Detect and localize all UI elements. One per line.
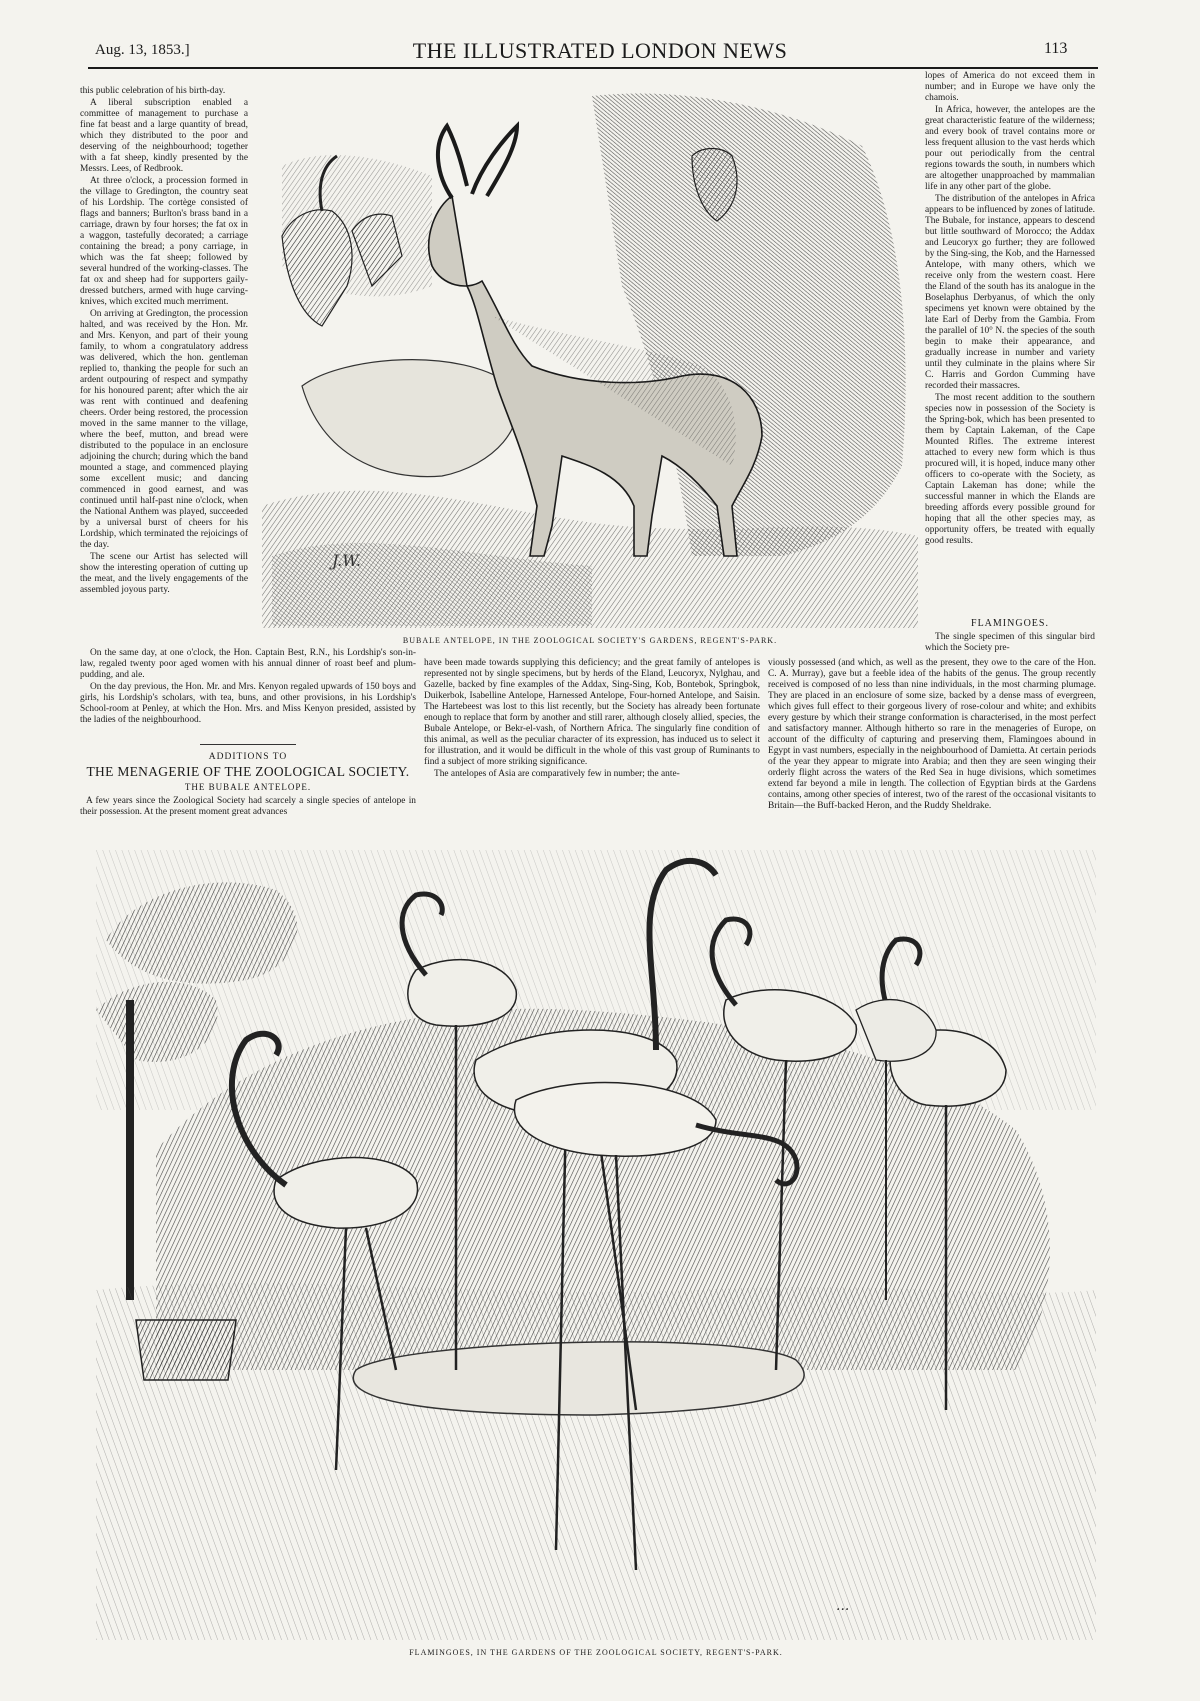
issue-date: Aug. 13, 1853.] (95, 42, 190, 58)
page-number: 113 (1044, 40, 1068, 57)
paragraph: this public celebration of his birth-day. (80, 86, 226, 96)
menagerie-intro (80, 796, 416, 822)
newspaper-title: THE ILLUSTRATED LONDON NEWS (412, 38, 788, 63)
left-wide-column (80, 648, 416, 724)
paragraph: The distribution of the antelopes in Africa appears to be influenced by zones of latitude. The Bubale, for instance, appears to descend but little southward of Morocco; the Addax and Leucoryx go further; they are followed by the Sing-sing, the Kob, and the Harnessed Antelope, with many others, which we receive only from the western coast. Here the Eland of the south has its analogue in the Boselaphus Derbyanus, of which the only specimens yet known were obtained by the late Earl of Derby from the Gambia. From the parallel of 10° N. the species of the south begin to make their appearance, and gradually increase in number and variety until they culminate in the plains where Sir C. Harris and Gordon Cumming have recorded their massacres. (925, 194, 1095, 391)
paragraph: The most recent addition to the southern species now in possession of the Society is the Spring-bok, which has been presented to them by Captain Lakeman, of the Cape Mounted Rifles. The extreme interest attached to every new form which is thus procured will, it is hoped, induce many other officers to co-operate with the Society, as Captain Lakeman has done; while the successful manner in which the Elands are breeding affords every possible ground for hoping that all the other species may, as opportunity offers, be treated with equally good results. (925, 393, 1095, 546)
masthead-rule (88, 67, 1098, 69)
svg-text:J.W.: J.W. (332, 551, 361, 570)
menagerie-headline: THE MENAGERIE OF THE ZOOLOGICAL SOCIETY. (86, 764, 410, 779)
paragraph: On arriving at Gredington, the procession halted, and was received by the Hon. Mr. and Mrs. Kenyon, and part of their young family, to whom a congratulatory address was delivered, which the hon. gentleman replied to, thanking the people for such an ardent outpouring of respect and sympathy for his honoured parent; after which the air was rent with continued and deafening cheers. Order being restored, the procession moved in the same manner to the village, where the beef, mutton, and bread were distributed to the populace in an enclosure adjoining the church; during which the band mounted a stage, and commenced playing some excellent music; and dancing commenced in good earnest, and was continued until half-past nine o'clock, when the National Anthem was played, succeeded by a universal burst of cheers for his Lordship, which terminated the rejoicings of the day. (80, 309, 248, 550)
paragraph: The scene our Artist has selected will show the interesting operation of cutting up the meat, and the lively engagements of the assembled joyous party. (80, 552, 248, 595)
paragraph: The single specimen of this singular bird which the Society pre- (925, 632, 1095, 653)
section-rule (200, 744, 296, 745)
paragraph: On the day previous, the Hon. Mr. and Mrs. Kenyon regaled upwards of 150 boys and girls, his Lordship's scholars, with tea, buns, and other provisions, in his Lordship's School-room at Penley, at which the Hon. Mrs. and Miss Kenyon presided, assisted by the ladies of the neighbourhood. (80, 682, 416, 724)
flamingoes-engraving (96, 850, 1096, 1640)
flamingoes-intro (925, 632, 1095, 656)
flamingoes-body (768, 658, 1096, 826)
svg-text:...: ... (836, 1598, 850, 1614)
paragraph: lopes of America do not exceed them in number; and in Europe we have only the chamois. (925, 71, 1095, 103)
flamingoes-heading: FLAMINGOES. (971, 618, 1049, 629)
paragraph: The antelopes of Asia are comparatively few in number; the ante- (434, 769, 680, 779)
paragraph: On the same day, at one o'clock, the Hon. Captain Best, R.N., his Lordship's son-in-law, regaled twenty poor aged women with his annual dinner of roast beef and plum-pudding, and ale. (80, 648, 416, 680)
menagerie-kicker: ADDITIONS TO (208, 752, 288, 762)
flamingoes-caption: FLAMINGOES, IN THE GARDENS OF THE ZOOLOGICAL SOCIETY, REGENT'S-PARK. (409, 1648, 783, 1657)
left-column (80, 86, 248, 646)
paragraph: A liberal subscription enabled a committee of management to purchase a fine fat beast and a large quantity of bread, which they distributed to the poor and deserving of the neighbourhood; together with a fat sheep, kindly presented by the Messrs. Lees, of Redbrook. (80, 98, 248, 174)
paragraph: A few years since the Zoological Society had scarcely a single species of antelope in their possession. At the present moment great advances (80, 796, 416, 817)
paragraph: viously possessed (and which, as well as the present, they owe to the care of the Hon. C. A. Murray), gave but a feeble idea of the habits of the genus. The group recently received is composed of no less than nine individuals, in the most charming plumage. They are placed in an enclosure of some size, backed by a dense mass of evergreen, which gives full effect to their gorgeous livery of rose-colour and white; and exhibits every gesture by which their strange conformation is characterised, in the most perfect and satisfactory manner. Although hitherto so rare in the menageries of Europe, on account of the difficulty of capturing and preserving them, Flamingoes abound in Egypt in vast numbers, especially in the neighbourhood of Damietta. At certain periods of the year they appear to migrate into Arabia; and then they are seen winging their orderly flight across the waters of the Red Sea in huge divisions, which sometimes extend far beyond a mile in length. The collection of Egyptian birds at the Gardens contains, among other species of interest, two of the rarest of the occasional visitants to Britain—the Buff-backed Heron, and the Ruddy Sheldrake. (768, 658, 1096, 811)
bubale-antelope-engraving (262, 86, 918, 628)
paragraph: At three o'clock, a procession formed in the village to Gredington, the country seat of his Lordship. The cortège consisted of flags and banners; Burlton's brass band in a carriage, drawn by four horses; the fat ox in a waggon, tastefully decorated; a carriage containing the bread; a pony carriage, in which was the fat sheep; followed by several hundred of the working-classes. The fat ox and sheep had for supporters gaily-dressed butchers, armed with huge carving-knives, which excited much merriment. (80, 176, 248, 307)
antelope-caption: BUBALE ANTELOPE, IN THE ZOOLOGICAL SOCIETY'S GARDENS, REGENT'S-PARK. (402, 636, 778, 645)
right-column (925, 71, 1095, 631)
paragraph: In Africa, however, the antelopes are the great characteristic feature of the wilderness; and every book of travel contains more or less frequent allusion to the vast herds which pour out periodically from the central regions towards the south, in numbers which are altogether unapproached by mammalian life in any other part of the globe. (925, 105, 1095, 192)
menagerie-subhead: THE BUBALE ANTELOPE. (184, 782, 312, 792)
middle-column (424, 658, 760, 826)
masthead (0, 36, 1200, 70)
paragraph: have been made towards supplying this deficiency; and the great family of antelopes is represented not by single specimens, but by herds of the Eland, Leucoryx, Nylghau, and Gazelle, backed by fine examples of the Addax, Sing-Sing, Kob, Bontebok, Springbok, Duikerbok, Isabelline Antelope, Harnessed Antelope, Four-horned Antelope, and Saisin. The Hartebeest was lost to this list recently, but the Society has already been fortunate enough to replace that form by another and still rarer, although closely allied, species, the Bubale Antelope, or Bekr-el-vash, of Northern Africa. The singularly fine condition of this animal, as well as the peculiar character of its expression, has induced us to select it for illustration, and it would be difficult in the whole of this vast group of Ruminants to find a subject of more striking significance. (424, 658, 760, 767)
